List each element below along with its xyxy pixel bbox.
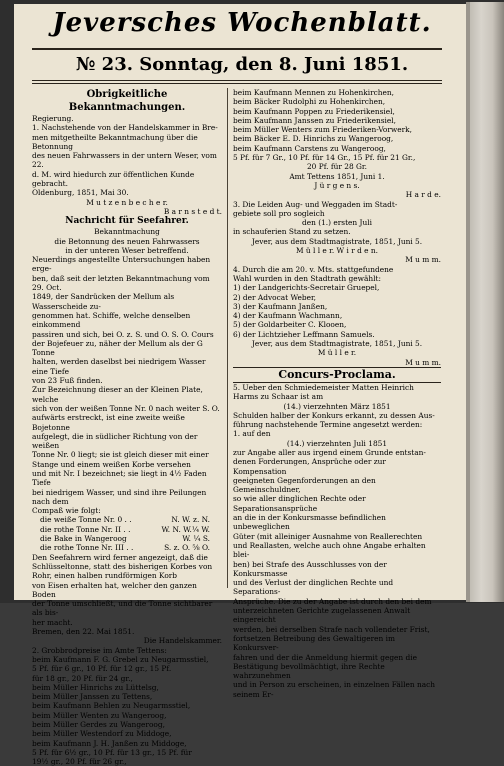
text-line: geeigneten Gegenforderungen an den Gemeinschuldner, [233, 475, 376, 495]
masthead-rule [32, 48, 442, 50]
text-line: her macht. [32, 617, 73, 627]
text-line: in schauferien Stand zu setzen. [233, 227, 351, 237]
left-column [32, 88, 222, 766]
text-line: so wie aller dinglichen Rechte oder Separationsansprüche [233, 494, 366, 513]
text-line: 5. Ueber den Schmiedemeister Matten Heinrich [233, 382, 414, 392]
text-line: d. M. wird hiedurch zur öffentlichen Kunde gebracht. [32, 169, 195, 189]
text-line: passiren und sich, bei O. z. S. und O. S. O. Cours [32, 329, 214, 339]
text-line: beim Müller Wenten zu Wangeroog, [32, 710, 167, 720]
text-line: beim Müller Gerdes zu Wangeroog, [32, 720, 165, 729]
text-line: fortsetzen Betreibung des Gewaltigeren im Konkursver- [233, 633, 396, 653]
bearing-row [32, 534, 222, 543]
text-line: J ü r g e n s. [314, 180, 360, 190]
text-line: Bremen, den 22. Mai 1851. [32, 627, 135, 637]
section-heading: Obrigkeitliche Bekanntmachungen. [68, 89, 186, 113]
column-divider [227, 88, 228, 588]
text-line: Jever, aus dem Stadtmagistrate, 1851, Juni 5. [251, 339, 423, 349]
book-spine [466, 2, 504, 602]
section-heading: Nachricht für Seefahrer. [65, 216, 189, 227]
text-line: M u m m. [405, 255, 441, 265]
text-line: Compaß wie folgt: [32, 506, 101, 516]
text-line: Tonne Nr. 0 liegt; sie ist gleich dieser mit einer [32, 450, 209, 460]
masthead-title: Jeversches Wochenblatt. [52, 8, 432, 38]
bearing-row [32, 525, 222, 534]
text-line: beim Kaufmann Mennen zu Hohenkirchen, [233, 88, 395, 97]
text-line: und Reallasten, welche auch ohne Angabe erhalten blei- [233, 540, 426, 560]
text-line: 3) der Kaufmann Janßen, [233, 301, 328, 311]
text-line: fahren und der die Anmeldung hiermit gegen die [233, 652, 418, 662]
text-line: die Betonnung des neuen Fahrwassers [54, 236, 200, 246]
bearing-value: N. W. z. N. [171, 515, 210, 525]
bearing-row [32, 515, 222, 524]
text-line: denen Forderungen, Ansprüche oder zur Kompensation [233, 457, 386, 476]
text-line: M ü l l e r. W i r d e n. [295, 246, 379, 256]
text-line: beim Kaufmann Carstens zu Wangeroog, [233, 143, 386, 153]
text-line: der Tonne umschließt, und die Tonne sichtbarer als bis- [32, 599, 213, 618]
text-line: 1. Nachstehende von der Handelskammer in Bre- [32, 123, 218, 133]
text-line: beim Müller Hinrichs zu Lüttelsg, [32, 682, 159, 692]
text-line: Amt Tettens 1851, Juni 1. [289, 171, 385, 181]
text-line: B a r n s t e d t. [163, 206, 222, 216]
text-line: aufwärts erstreckt, ist eine zweite weiße Bojetonne [32, 413, 185, 432]
text-line: halten, werden daselbst bei niedrigem Wasser eine Tiefe [32, 357, 206, 376]
section-heading: Concurs-Proclama. [233, 367, 441, 383]
issue-line: № 23. Sonntag, den 8. Juni 1851. [75, 54, 409, 75]
text-line: Neuerdings angestellte Untersuchungen haben erge- [32, 255, 211, 274]
text-line: bei niedrigem Wasser, und sind ihre Peilungen nach dem [32, 487, 207, 506]
text-line: werden, bei derselben Strafe nach vollendeter Frist, [233, 624, 430, 634]
text-line: 5 Pf. für 7 Gr., 10 Pf. für 14 Gr., 15 Pf. für 21 Gr., [233, 153, 416, 163]
text-line: 3. Die Leiden Aug- und Weggaden im Stadt- [233, 199, 398, 209]
text-line: beim Bäcker E. D. Hinrichs zu Wangeroog, [233, 134, 394, 144]
text-line: H a r d e. [405, 190, 441, 200]
text-line: 1) der Landgerichts-Secretair Gruepel, [233, 283, 380, 293]
text-line: ben, daß seit der letzten Bekanntmachung vom 29. Oct. [32, 273, 210, 293]
text-line: aufgelegt, die in südlicher Richtung von der weißen [32, 431, 198, 451]
text-line: Harms zu Schaar ist am [233, 392, 324, 402]
text-line: Rohr, einen halben rundförmigen Korb [32, 571, 178, 581]
issue-rule-top [32, 80, 442, 81]
spine-edge [466, 2, 470, 602]
text-line: beim Kaufmann Behlen zu Neugarmsstiel, [32, 701, 191, 711]
text-line: 6) der Lichtzieher Leffmann Samuels. [233, 329, 375, 339]
text-line: men mitgetheilte Bekanntmachung über die Betonnung [32, 132, 198, 151]
text-line: 4) der Kaufmann Wachmann, [233, 311, 343, 321]
text-line: führung nachstehende Termine angesetzt werden: [233, 420, 423, 430]
text-line: des neuen Fahrwassers in der untern Weser, vom 22. [32, 151, 217, 170]
text-line: Die Handelskammer. [143, 636, 222, 646]
text-line: den (1.) ersten Juli [302, 218, 372, 228]
text-line: an die in der Konkursmasse befindlichen unbeweglichen [233, 513, 386, 532]
bearing-value: S. z. O. ⅝ O. [164, 543, 210, 553]
text-line: 20 Pf. für 28 Gr. [306, 162, 367, 172]
text-line: (14.) vierzehnten März 1851 [283, 401, 391, 411]
issue-rule-bottom [32, 83, 442, 84]
text-line: und mit Nr. I bezeichnet; sie liegt in 4½ Faden Tiefe [32, 468, 207, 488]
text-line: ben) bei Strafe des Ausschlusses von der Konkursmasse [233, 559, 387, 578]
text-line: beim Kaufmann Janssen zu Friederikensiel, [233, 115, 396, 125]
text-line: genommen hat. Schiffe, welche denselben einkommend [32, 310, 191, 330]
text-line: beim Müller Wenters zum Friederiken-Vorwerk, [233, 125, 412, 135]
text-line: für 18 gr., 20 Pf. für 24 gr., [32, 673, 133, 683]
text-line: 1. auf den [233, 429, 271, 439]
text-line: (14.) vierzehnten Juli 1851 [286, 438, 388, 448]
text-line: 5) der Goldarbeiter C. Klooen, [233, 320, 347, 330]
text-line: der Bojefeuer zu, näher der Mellum als der G Tonne [32, 338, 203, 358]
text-line: beim Kaufmann J. H. Janßen zu Middoge, [32, 738, 187, 748]
bearing-label: die weiße Tonne Nr. 0 . . [40, 515, 132, 525]
text-line: beim Kaufmann Poppen zu Friederikensiel, [233, 106, 395, 116]
text-line: von Eisen erhalten hat, welcher den ganzen Boden [32, 580, 197, 599]
bearing-label: die rothe Tonne Nr. III . . [40, 543, 134, 553]
text-line: Zur Bezeichnung dieser an der Kleinen Plate, welche [32, 385, 203, 404]
text-line: Bestätigung bevollmächtigt, ihre Rechte wahrzunehmen [233, 661, 385, 681]
text-line: Stange und einem weißen Korbe versehen [32, 459, 191, 469]
text-line: Schlüsseltonne, statt des bisherigen Korbes von [32, 561, 213, 571]
bearing-value: W. ¼ S. [182, 534, 210, 544]
text-line: Güter (mit alleiniger Ausnahme von Reallerechten [233, 531, 423, 541]
text-line: und des Verlust der dinglichen Rechte und Separations- [233, 578, 394, 597]
text-line: M u m m. [405, 357, 441, 367]
bearing-row [32, 543, 222, 552]
text-line: 5 Pf. für 6 gr., 10 Pf. für 12 gr., 15 Pf. [32, 664, 172, 674]
text-line: beim Müller Westendorf zu Middoge, [32, 729, 172, 739]
text-line: und in Person zu erscheinen, in einzelnen Fällen nach seinem Er- [233, 680, 436, 699]
text-line: 2. Grobbrodpreise im Amte Tettens: [32, 645, 167, 655]
text-line: Ansprüche. Die zu der Angabe ist durch den bei dem [233, 596, 432, 606]
text-line: beim Kaufmann F. G. Grebel zu Neugarmsstiel, [32, 654, 209, 664]
text-line: unterzeichneten Gerichte zugelassenen Anwalt eingereicht [233, 606, 411, 625]
text-line: Bekanntmachung [94, 227, 160, 237]
text-line: 2) der Advocat Weber, [233, 292, 317, 302]
bearing-label: die Bake in Wangeroog [40, 534, 127, 544]
bearing-value: W. N. W.¼ W. [161, 524, 210, 534]
text-line: 4. Durch die am 20. v. Mts. stattgefundene [233, 264, 394, 274]
text-line: Oldenburg, 1851, Mai 30. [32, 188, 129, 198]
text-line: Wahl wurden in den Stadtrath gewählt: [233, 273, 381, 283]
text-line: M u t z e n b e c h e r. [86, 197, 168, 207]
text-line: von 23 Fuß finden. [32, 376, 103, 386]
text-line: gebiete soll pro sogleich [233, 208, 325, 218]
right-column [233, 88, 441, 699]
text-line: beim Müller Janssen zu Tettens, [32, 692, 153, 702]
text-line: beim Bäcker Rudolphi zu Hohenkirchen, [233, 97, 386, 107]
bearing-label: die rothe Tonne Nr. II . . [40, 524, 131, 534]
text-line: M ü l l e r. [317, 348, 357, 358]
text-line: 19½ gr., 20 Pf. für 26 gr., [32, 757, 127, 766]
text-line: Regierung. [32, 114, 74, 123]
text-line: zur Angabe aller aus irgend einem Grunde entstan- [233, 447, 426, 457]
text-line: 5 Pf. für 6½ gr., 10 Pf. für 13 gr., 15 Pf. für [32, 747, 192, 757]
text-line: Den Seefahrern wird ferner angezeigt, daß die [32, 552, 208, 562]
text-line: Jever, aus dem Stadtmagistrate, 1851, Juni 5. [251, 236, 423, 246]
text-line: sich von der weißen Tonne Nr. 0 nach weiter S. O. [32, 403, 220, 413]
text-line: 1849, der Sandrücken der Mellum als Wasserscheide zu- [32, 292, 175, 311]
text-line: Schulden halber der Konkurs erkannt, zu dessen Aus- [233, 410, 435, 420]
text-line: in der unteren Weser betreffend. [65, 245, 189, 255]
